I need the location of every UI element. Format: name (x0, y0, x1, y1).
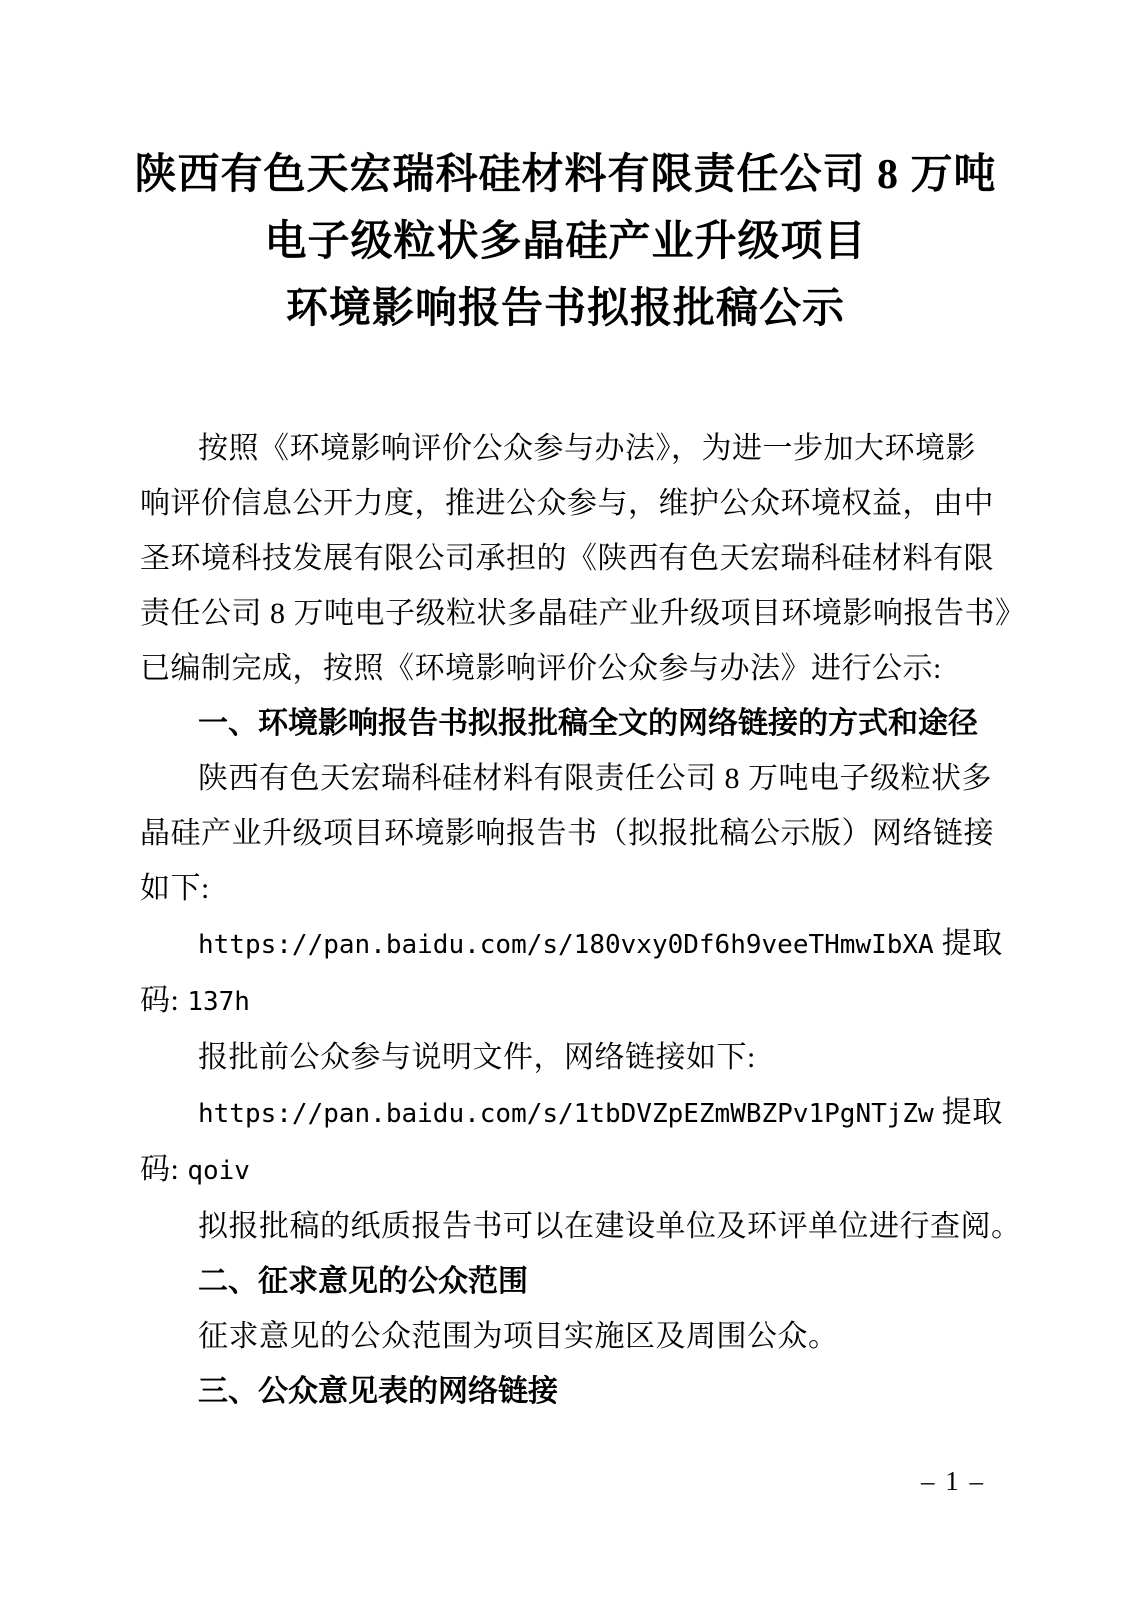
section-3-heading (140, 1364, 1005, 1419)
section-2-heading-text: 二、征求意见的公众范围 (198, 1265, 528, 1298)
intro-paragraph-line-2 (140, 476, 1005, 531)
report-extract-code-line (140, 973, 1005, 1030)
section-3-heading-text: 三、公众意见表的网络链接 (198, 1375, 558, 1408)
intro-paragraph-line-1 (140, 421, 1005, 476)
statement-extract-code-line (140, 1142, 1005, 1199)
extract-code-label: 码: (140, 1153, 188, 1186)
text-segment: 陕西有色天宏瑞科硅材料有限责任公司 8 万吨电子级粒状多 (198, 762, 992, 795)
section-2-body-line (140, 1309, 1005, 1364)
section-1-heading (140, 696, 1005, 751)
text-segment: 拟报批稿的纸质报告书可以在建设单位及环评单位进行查阅。 (198, 1210, 1022, 1243)
extract-code-label: 码: (140, 984, 188, 1017)
report-share-url[interactable]: https://pan.baidu.com/s/180vxy0Df6h9veeTHmwIbXA (198, 930, 934, 960)
text-segment: 征求意见的公众范围为项目实施区及周围公众。 (198, 1320, 839, 1353)
document-title-line-1: 陕西有色天宏瑞科硅材料有限责任公司 8 万吨 (134, 152, 997, 198)
report-url-line (140, 916, 1005, 973)
report-link-paragraph-line-3 (140, 861, 1005, 916)
intro-paragraph-line-5 (140, 641, 1005, 696)
statement-intro-line (140, 1030, 1005, 1085)
report-extract-code: 137h (187, 987, 250, 1017)
paper-copy-note-line (140, 1199, 1022, 1254)
intro-paragraph-line-3 (140, 531, 1005, 586)
intro-paragraph-line-4 (140, 586, 1026, 641)
text-segment: 报批前公众参与说明文件，网络链接如下: (198, 1041, 756, 1074)
document-body (140, 421, 1026, 1419)
statement-extract-code: qoiv (187, 1156, 250, 1186)
report-link-paragraph-line-1 (140, 751, 1005, 806)
text-segment: 如下: (140, 872, 210, 905)
document-title (0, 0, 1131, 343)
text-segment: 已编制完成，按照《环境影响评价公众参与办法》进行公示: (140, 652, 942, 685)
section-2-heading (140, 1254, 1005, 1309)
page-number: – 1 – (921, 1466, 985, 1496)
extract-code-label: 提取 (933, 927, 1003, 960)
text-segment: 圣环境科技发展有限公司承担的《陕西有色天宏瑞科硅材料有限 (140, 542, 994, 575)
text-segment: 责任公司 8 万吨电子级粒状多晶硅产业升级项目环境影响报告书》 (140, 597, 1026, 630)
document-title-line-3: 环境影响报告书拟报批稿公示 (285, 286, 845, 332)
statement-share-url[interactable]: https://pan.baidu.com/s/1tbDVZpEZmWBZPv1PgNTjZw (198, 1099, 934, 1129)
statement-url-line (140, 1085, 1005, 1142)
text-segment: 按照《环境影响评价公众参与办法》，为进一步加大环境影 (198, 432, 976, 465)
text-segment: 响评价信息公开力度，推进公众参与，维护公众环境权益，由中 (140, 487, 994, 520)
extract-code-label: 提取 (933, 1096, 1003, 1129)
text-segment: 晶硅产业升级项目环境影响报告书（拟报批稿公示版）网络链接 (140, 817, 994, 850)
report-link-paragraph-line-2 (140, 806, 1005, 861)
section-1-heading-text: 一、环境影响报告书拟报批稿全文的网络链接的方式和途径 (198, 707, 978, 740)
document-title-line-2: 电子级粒状多晶硅产业升级项目 (264, 219, 867, 265)
